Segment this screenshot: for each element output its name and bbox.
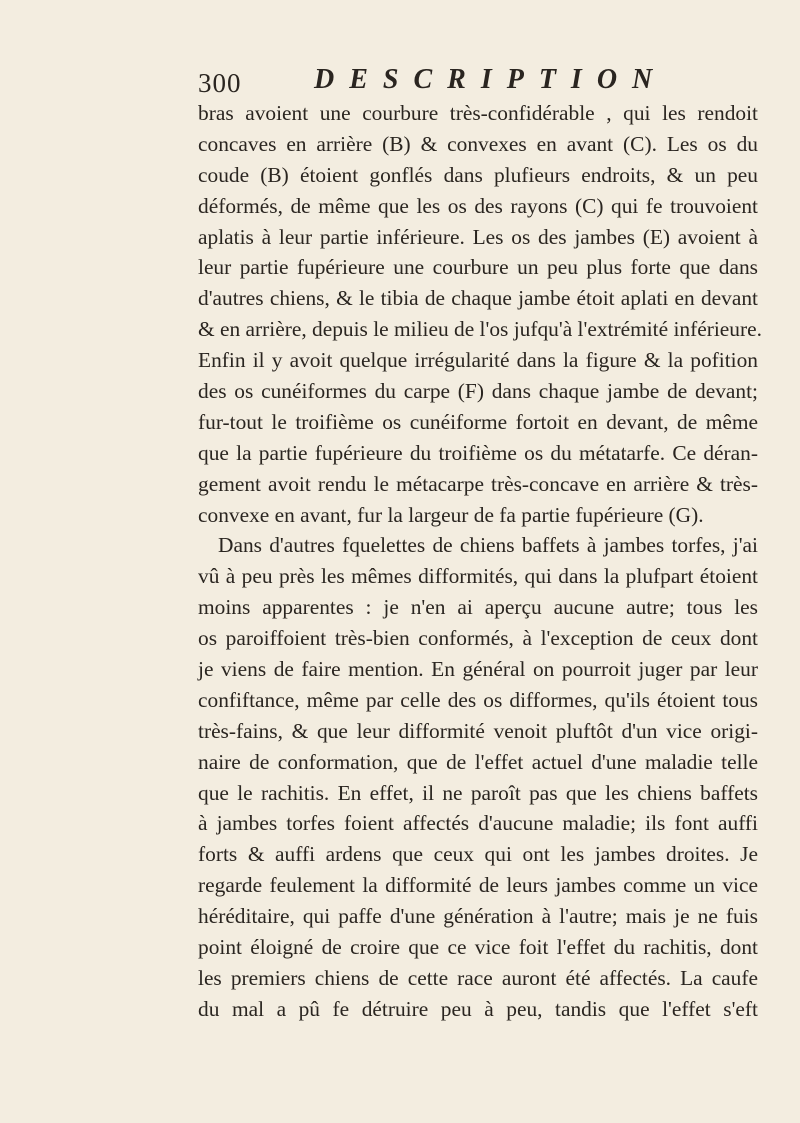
text-line: regarde feulement la difformité de leurs jambes comme un vice: [198, 873, 758, 898]
text-line: je viens de faire mention. En général on pourroit juger par leur: [198, 657, 758, 682]
text-line: que le rachitis. En effet, il ne paroît pas que les chiens baffets: [198, 780, 758, 805]
text-line: & en arrière, depuis le milieu de l'os jufqu'à l'extrémité inférieure.: [198, 317, 762, 342]
text-line: vû à peu près les mêmes difformités, qui dans la plufpart étoient: [198, 564, 758, 589]
text-line: d'autres chiens, & le tibia de chaque jambe étoit aplati en devant: [198, 286, 758, 311]
text-line: concaves en arrière (B) & convexes en avant (C). Les os du: [198, 131, 758, 156]
text-line: les premiers chiens de cette race auront été affectés. La caufe: [198, 965, 758, 990]
text-line: forts & auffi ardens que ceux qui ont les jambes droites. Je: [198, 842, 758, 867]
text-line: déformés, de même que les os des rayons (C) qui fe trouvoient: [198, 193, 758, 218]
text-line: du mal a pû fe détruire peu à peu, tandis que l'effet s'eft: [198, 996, 758, 1021]
text-line: très-fains, & que leur difformité venoit pluftôt d'un vice origi-: [198, 718, 758, 743]
text-line: leur partie fupérieure une courbure un peu plus forte que dans: [198, 255, 758, 280]
text-line: que la partie fupérieure du troifième os du métatarfe. Ce déran-: [198, 440, 758, 465]
text-line: fur-tout le troifième os cunéiforme fortoit en devant, de même: [198, 409, 758, 434]
text-line: os paroiffoient très-bien conformés, à l'exception de ceux dont: [198, 626, 758, 651]
text-line: Enfin il y avoit quelque irrégularité dans la figure & la pofition: [198, 348, 758, 373]
text-line: à jambes torfes foient affectés d'aucune maladie; ils font auffi: [198, 811, 758, 836]
text-line: coude (B) étoient gonflés dans plufieurs endroits, & un peu: [198, 162, 758, 187]
text-line: Dans d'autres fquelettes de chiens baffets à jambes torfes, j'ai: [218, 533, 758, 558]
text-line: des os cunéiformes du carpe (F) dans chaque jambe de devant;: [198, 379, 758, 404]
text-line: confiftance, même par celle des os difformes, qu'ils étoient tous: [198, 687, 758, 712]
text-line: moins apparentes : je n'en ai aperçu aucune autre; tous les: [198, 595, 758, 620]
page-number: 300: [198, 68, 242, 98]
text-line: point éloigné de croire que ce vice foit l'effet du rachitis, dont: [198, 935, 758, 960]
running-title: DESCRIPTION: [314, 64, 668, 95]
body-text: [198, 98, 762, 1025]
text-line: héréditaire, qui paffe d'une génération à l'autre; mais je ne fuis: [198, 904, 758, 929]
text-line: gement avoit rendu le métacarpe très-concave en arrière & très-: [198, 471, 758, 496]
text-line: bras avoient une courbure très-confidérable , qui les rendoit: [198, 101, 758, 125]
page-header: [198, 64, 758, 100]
text-line: aplatis à leur partie inférieure. Les os des jambes (E) avoient à: [198, 224, 758, 249]
text-line: convexe en avant, fur la largeur de fa partie fupérieure (G).: [198, 502, 704, 527]
text-line: naire de conformation, que de l'effet actuel d'une maladie telle: [198, 749, 758, 774]
